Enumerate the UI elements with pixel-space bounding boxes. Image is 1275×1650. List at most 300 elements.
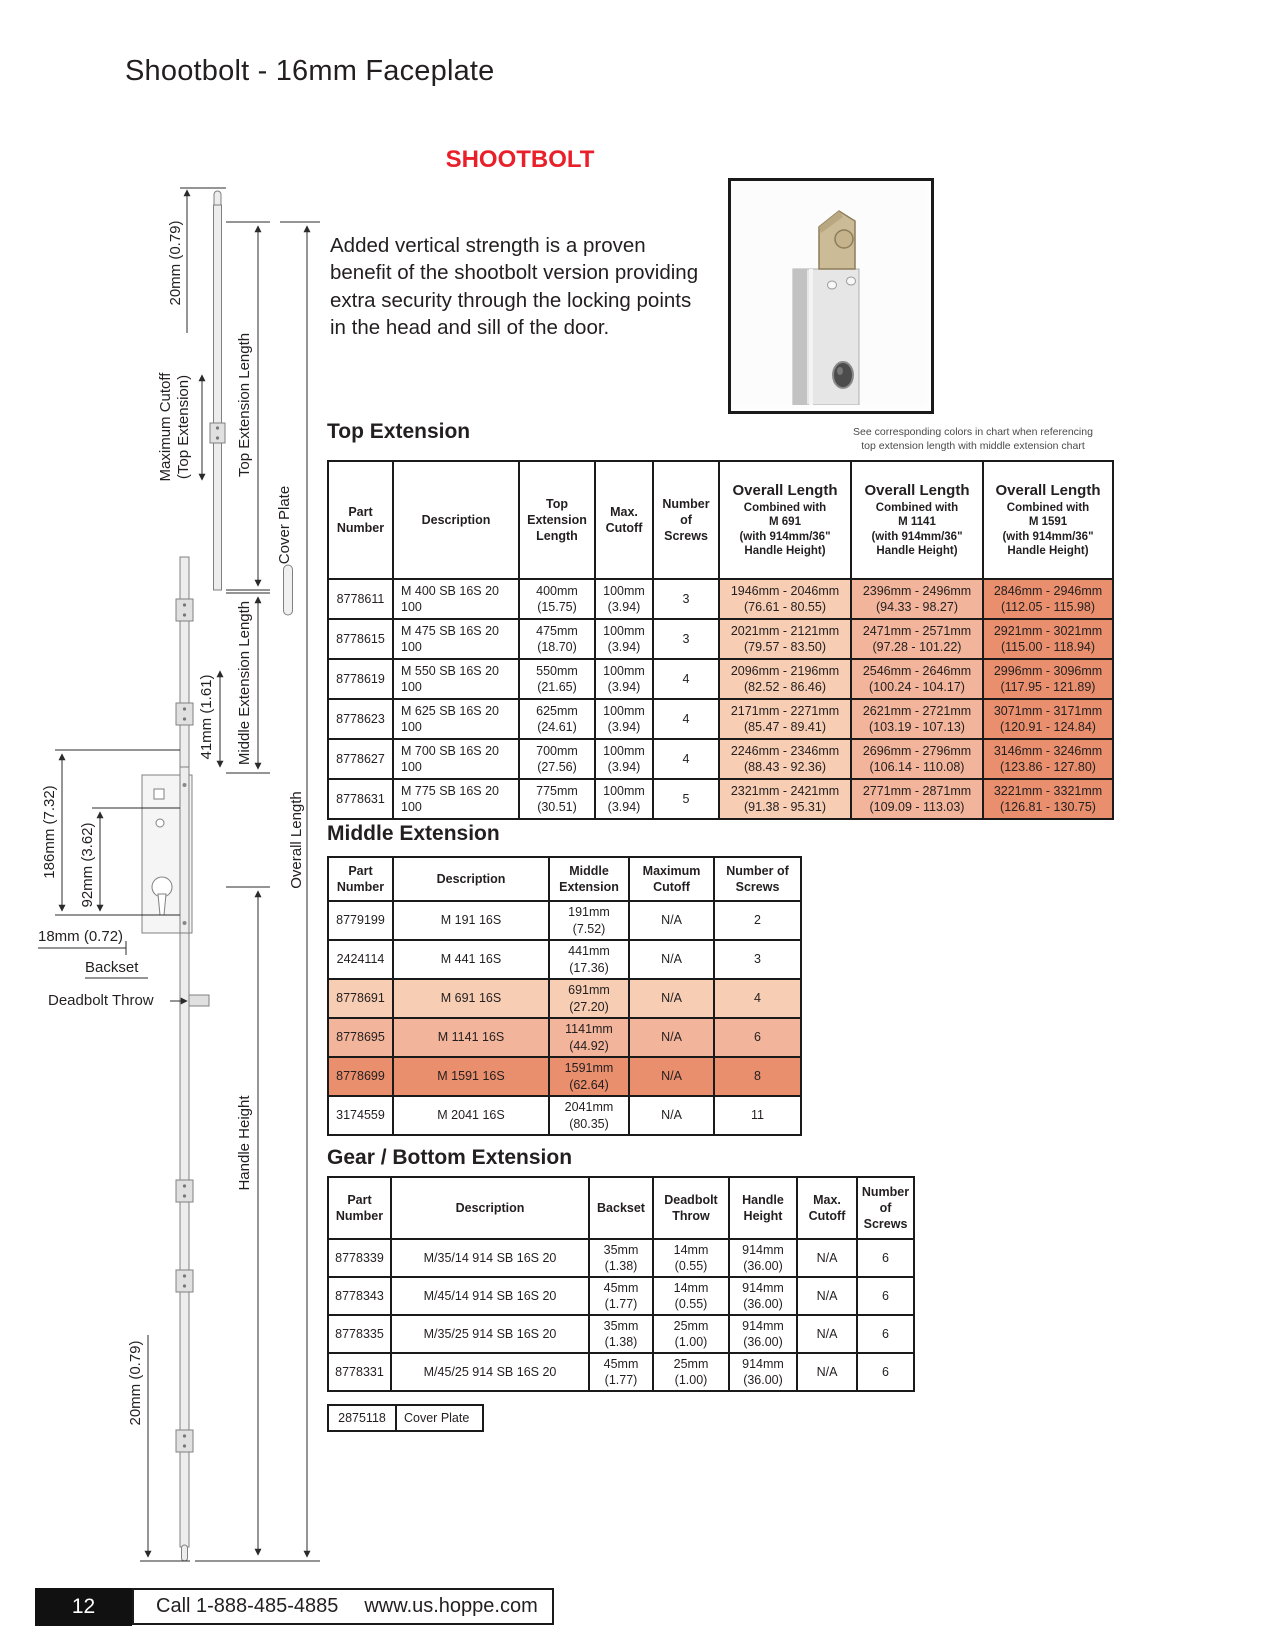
cell-line: 25mm (673, 1356, 709, 1371)
table-cell (519, 619, 595, 659)
table-cell (595, 779, 653, 819)
cell-line: 8778623 (336, 711, 385, 726)
cell-line: Deadbolt (664, 1192, 718, 1207)
cell-line: Handle Height) (876, 544, 958, 557)
cell-line: 45mm (603, 1280, 639, 1295)
header-cell (653, 461, 719, 579)
cell-line: M 400 SB 16S 20 100 (401, 583, 499, 614)
cell-line: N/A (661, 991, 682, 1006)
cell-line: 100mm (603, 663, 645, 678)
table-cell (729, 1353, 797, 1391)
table-row (328, 699, 1113, 739)
cell-line: 100mm (603, 623, 645, 638)
cell-line: Part (348, 504, 373, 519)
cell-line: 5 (682, 791, 690, 806)
cell-line: M 691 16S (440, 991, 502, 1006)
cell-line: 8778331 (335, 1364, 384, 1379)
table-cell (719, 739, 851, 779)
table-cell (797, 1353, 857, 1391)
header-cell-title: Overall Length (995, 481, 1101, 499)
cell-line: 914mm (742, 1356, 784, 1371)
cell-line: 1141mm (565, 1022, 613, 1037)
cell-line: 25mm (673, 1318, 709, 1333)
table-cell (391, 1315, 589, 1353)
cell-line: 8778631 (336, 791, 385, 806)
cell-line: (120.91 - 124.84) (1000, 720, 1096, 734)
cell-line: 3221mm - 3321mm (993, 783, 1103, 798)
cell-line: 2321mm - 2421mm (730, 783, 840, 798)
cover-plate-table (327, 1404, 484, 1432)
cell-line: 2696mm - 2796mm (862, 743, 972, 758)
table-row (328, 1057, 801, 1096)
cell-line: (123.86 - 127.80) (1000, 760, 1096, 774)
cell-line: M 191 16S (440, 913, 502, 928)
cell-line: 2 (754, 913, 761, 928)
header-cell (714, 857, 801, 901)
header-cell (391, 1177, 589, 1239)
cell-line: 100mm (603, 743, 645, 758)
cell-line: (62.64) (569, 1077, 609, 1092)
dim-label-max-cutoff-1: Maximum Cutoff (157, 372, 174, 482)
cell-line: 11 (751, 1108, 764, 1123)
cell-line: Throw (672, 1209, 710, 1223)
cell-line: 8778339 (335, 1250, 384, 1265)
cell-line: 2246mm - 2346mm (730, 743, 840, 758)
cell-line: 8778691 (336, 991, 385, 1006)
cell-line: M 550 SB 16S 20 100 (401, 663, 499, 694)
table-cell (653, 659, 719, 699)
cell-line: (94.33 - 98.27) (876, 600, 958, 614)
cell-line: 2846mm - 2946mm (993, 583, 1103, 598)
table-cell (629, 1057, 714, 1096)
cell-line: (36.00) (743, 1373, 783, 1387)
cell-line: (3.94) (607, 600, 641, 614)
cell-line: N/A (661, 952, 682, 967)
table-cell (519, 579, 595, 619)
photo-caption (808, 426, 1138, 453)
table-cell (393, 1096, 549, 1135)
cell-line: M/35/25 914 SB 16S 20 (423, 1326, 557, 1341)
cell-line: 914mm (742, 1242, 784, 1257)
technical-diagram (30, 175, 340, 1575)
table-cell (589, 1277, 653, 1315)
cell-line: Number (662, 496, 710, 511)
cell-line: (21.65) (537, 680, 577, 694)
cell-line: Extension (527, 512, 587, 527)
cell-line: 14mm (673, 1242, 709, 1257)
photo-caption-line: See corresponding colors in chart when referencing (853, 426, 1093, 438)
cell-line: (80.35) (569, 1116, 609, 1131)
cell-line: 4 (682, 711, 690, 726)
header-cell (629, 857, 714, 901)
table-cell (549, 979, 629, 1018)
table-cell (393, 940, 549, 979)
cell-line: Cutoff (653, 880, 690, 894)
intro-paragraph: Added vertical strength is a proven benefit of the shootbolt version providing extra security through the locking points in the head and sill of the door. (330, 234, 699, 339)
cell-line: M 475 SB 16S 20 100 (401, 623, 499, 654)
cell-line: (1.77) (604, 1297, 638, 1311)
page-number: 12 (71, 1595, 96, 1618)
dim-label-18mm: 18mm (0.72) (38, 928, 124, 945)
header-cell (797, 1177, 857, 1239)
cell-line: 100mm (603, 703, 645, 718)
table-cell (983, 739, 1113, 779)
dim-label-186mm: 186mm (7.32) (41, 785, 58, 879)
header-cell (729, 1177, 797, 1239)
dim-label-deadbolt-throw: Deadbolt Throw (48, 992, 154, 1009)
cell-line: 4 (682, 671, 690, 686)
table-row (328, 1353, 914, 1391)
table-cell (857, 1315, 914, 1353)
table-cell (629, 901, 714, 940)
cell-line: (17.36) (569, 960, 609, 975)
cell-line: Combined with (1006, 501, 1090, 514)
photo-caption-line: top extension length with middle extension chart (861, 439, 1085, 452)
header-cell (393, 857, 549, 901)
cell-line: Top (546, 496, 568, 511)
cell-line: (79.57 - 83.50) (744, 640, 826, 654)
table-cell (589, 1353, 653, 1391)
cell-line: (with 914mm/36" (1002, 530, 1094, 543)
cell-line: (103.19 - 107.13) (869, 720, 965, 734)
table-cell (519, 779, 595, 819)
dim-label-max-cutoff-2: (Top Extension) (175, 374, 192, 480)
cell-line: N/A (816, 1250, 838, 1265)
table-cell (719, 779, 851, 819)
cell-line: 8778343 (335, 1288, 384, 1303)
table-cell (393, 1057, 549, 1096)
bottom-extension-rod (176, 933, 193, 1561)
table-cell (653, 1239, 729, 1277)
table-cell (328, 779, 393, 819)
table-row (328, 779, 1113, 819)
cell-line: (109.09 - 113.03) (869, 800, 965, 814)
table-cell (393, 901, 549, 940)
table-cell (589, 1315, 653, 1353)
cell-line: (36.00) (743, 1335, 783, 1349)
table-cell (629, 979, 714, 1018)
dim-label-92mm: 92mm (3.62) (79, 822, 96, 908)
cell-line: 3 (754, 952, 761, 967)
table-cell (714, 979, 801, 1018)
cell-line: (30.51) (537, 800, 577, 814)
footer-website[interactable]: www.us.hoppe.com (364, 1595, 538, 1617)
cell-line: 625mm (536, 703, 578, 718)
table-cell (797, 1277, 857, 1315)
cell-line: N/A (661, 1108, 682, 1123)
cell-line: 775mm (536, 783, 578, 798)
header-cell (653, 1177, 729, 1239)
cell-line: 100mm (603, 583, 645, 598)
cell-line: 691mm (568, 983, 610, 998)
table-cell (549, 1096, 629, 1135)
table-row (328, 1405, 483, 1431)
cell-line: Screws (735, 880, 780, 894)
table-row (328, 1239, 914, 1277)
cell-line: Screws (863, 1217, 908, 1232)
cell-line: 3 (682, 591, 690, 606)
cell-line: (0.55) (674, 1297, 708, 1311)
cell-line: (1.77) (604, 1373, 638, 1387)
table-cell (391, 1277, 589, 1315)
cell-line: (3.94) (607, 760, 641, 774)
cell-line: 1591mm (564, 1061, 614, 1076)
table-cell (328, 979, 393, 1018)
dim-label-top-20mm: 20mm (0.79) (167, 220, 184, 306)
table-cell (328, 1018, 393, 1057)
cell-line: Cutoff (808, 1209, 846, 1223)
cell-line: Max. (610, 504, 638, 519)
cell-line: Extension (559, 880, 619, 894)
cell-line: 2921mm - 3021mm (993, 623, 1103, 638)
dim-label-cover-plate: Cover Plate (276, 485, 293, 565)
cell-line: M 775 SB 16S 20 100 (401, 783, 499, 814)
table-cell (328, 940, 393, 979)
dim-label-handle-height: Handle Height (236, 1095, 253, 1191)
table-cell (983, 579, 1113, 619)
table-cell (391, 1353, 589, 1391)
cell-line: 700mm (536, 743, 578, 758)
table-cell (851, 699, 983, 739)
cell-line: 6 (882, 1326, 889, 1341)
table-cell (851, 619, 983, 659)
cell-line: (with 914mm/36" (871, 530, 963, 543)
cell-line: Max. (813, 1192, 841, 1207)
table-cell (328, 1057, 393, 1096)
cell-line: 14mm (673, 1280, 709, 1295)
cell-line: (36.00) (743, 1259, 783, 1273)
table-row (328, 1277, 914, 1315)
cell-line: M 700 SB 16S 20 100 (401, 743, 499, 774)
table-cell (729, 1277, 797, 1315)
table-cell (714, 1096, 801, 1135)
cell-line: Number (335, 1209, 384, 1223)
cell-line: M 1141 16S (437, 1030, 505, 1045)
cell-line: Handle Height) (744, 544, 826, 557)
cell-line: 2546mm - 2646mm (862, 663, 972, 678)
table-cell (391, 1239, 589, 1277)
cell-line: (27.56) (537, 760, 577, 774)
table-cell (653, 779, 719, 819)
cell-line: 8778335 (335, 1326, 384, 1341)
cell-line: M 2041 16S (437, 1108, 505, 1123)
footer-page-number (35, 1588, 132, 1626)
cell-line: M 1141 (898, 516, 936, 529)
cell-line: 3071mm - 3171mm (993, 703, 1103, 718)
cell-line: (106.14 - 110.08) (869, 760, 965, 774)
middle-extension-heading: Middle Extension (327, 822, 500, 845)
footer-contact-bar (132, 1588, 554, 1625)
header-cell (328, 857, 393, 901)
table-cell (595, 659, 653, 699)
cell-line: 8778699 (336, 1069, 385, 1084)
header-cell-title: Overall Length (864, 481, 970, 499)
cell-line: 8778619 (336, 671, 385, 686)
shootbolt-photo (731, 181, 925, 405)
table-cell (857, 1353, 914, 1391)
cell-line: (1.00) (674, 1335, 708, 1349)
header-row (328, 461, 1113, 579)
table-cell (629, 1096, 714, 1135)
cell-line: N/A (661, 913, 682, 928)
header-row (328, 857, 801, 901)
cell-line: 3 (682, 631, 690, 646)
table-cell (595, 579, 653, 619)
middle-extension-table (327, 856, 802, 1136)
cell-line: Height (743, 1209, 783, 1223)
table-cell (328, 1239, 391, 1277)
cell-line: 550mm (536, 663, 578, 678)
cell-line: Number (336, 880, 385, 894)
gear-bottom-table (327, 1176, 915, 1392)
table-cell (714, 901, 801, 940)
table-cell (983, 699, 1113, 739)
table-cell (549, 1057, 629, 1096)
cell-line: (15.75) (537, 600, 577, 614)
table-cell (393, 619, 519, 659)
cell-line: 2021mm - 2121mm (730, 623, 840, 638)
cell-line: 6 (882, 1364, 889, 1379)
cell-line: (1.38) (604, 1335, 638, 1349)
cell-line: 8778695 (336, 1030, 385, 1045)
cell-line: (115.00 - 118.94) (1000, 640, 1096, 654)
cell-line: 35mm (603, 1242, 639, 1257)
cell-line: (44.92) (569, 1038, 609, 1053)
table-cell (719, 619, 851, 659)
table-cell (328, 739, 393, 779)
cell-line: Number of (726, 863, 789, 878)
product-photo-frame (728, 178, 934, 414)
header-cell (519, 461, 595, 579)
cell-line: 2471mm - 2571mm (862, 623, 972, 638)
page-title: Shootbolt - 16mm Faceplate (125, 55, 495, 87)
cell-line: 8 (754, 1069, 761, 1084)
footer-phone: Call 1-888-485-4885 (156, 1595, 339, 1617)
table-cell (851, 739, 983, 779)
header-cell-title: Overall Length (732, 481, 838, 499)
table-cell (549, 901, 629, 940)
top-extension-rod (210, 191, 225, 590)
cell-line: Handle Height) (1007, 544, 1089, 557)
cell-line: 2096mm - 2196mm (730, 663, 840, 678)
cell-line: M 441 16S (440, 952, 502, 967)
cell-line: (117.95 - 121.89) (1000, 680, 1096, 694)
table-cell (653, 579, 719, 619)
dim-label-backset: Backset (85, 959, 139, 976)
table-cell (396, 1405, 483, 1431)
cell-line: 100mm (603, 783, 645, 798)
table-row (328, 901, 801, 940)
table-cell (797, 1239, 857, 1277)
header-cell (851, 461, 983, 579)
table-cell (729, 1239, 797, 1277)
cell-line: (100.24 - 104.17) (869, 680, 965, 694)
cell-line: M 1591 16S (437, 1069, 505, 1084)
dim-label-41mm: 41mm (1.61) (198, 674, 215, 760)
cell-line: N/A (816, 1326, 838, 1341)
cell-line: M 691 (769, 516, 801, 529)
table-cell (714, 940, 801, 979)
cell-line: M 1591 (1028, 516, 1068, 529)
table-cell (983, 659, 1113, 699)
cell-line: N/A (816, 1364, 838, 1379)
table-row (328, 579, 1113, 619)
cell-line: Combined with (743, 501, 827, 514)
cell-line: (24.61) (537, 720, 577, 734)
cell-line: 2771mm - 2871mm (862, 783, 972, 798)
table-cell (393, 739, 519, 779)
table-cell (549, 940, 629, 979)
table-cell (653, 1315, 729, 1353)
table-row (328, 940, 801, 979)
cell-line: 400mm (536, 583, 578, 598)
cell-line: of (680, 512, 692, 527)
cell-line: 914mm (742, 1318, 784, 1333)
table-cell (328, 659, 393, 699)
cell-line: (112.05 - 115.98) (1000, 600, 1096, 614)
cell-line: 1946mm - 2046mm (730, 583, 840, 598)
gear-bottom-heading: Gear / Bottom Extension (327, 1146, 573, 1169)
cell-line: (82.52 - 86.46) (744, 680, 826, 694)
dim-label-top-extension-length: Top Extension Length (236, 332, 253, 478)
table-cell (983, 779, 1113, 819)
header-cell (549, 857, 629, 901)
cell-line: (76.61 - 80.55) (744, 600, 826, 614)
header-cell (393, 461, 519, 579)
cell-line: Number (861, 1184, 910, 1199)
header-cell (983, 461, 1113, 579)
cell-line: (1.38) (604, 1259, 638, 1273)
header-cell (589, 1177, 653, 1239)
table-cell (714, 1057, 801, 1096)
table-cell (328, 1277, 391, 1315)
cell-line: 2396mm - 2496mm (862, 583, 972, 598)
cell-line: 475mm (536, 623, 578, 638)
header-cell (857, 1177, 914, 1239)
cell-line: 191mm (568, 905, 610, 920)
table-row (328, 1315, 914, 1353)
cell-line: M/45/14 914 SB 16S 20 (423, 1288, 557, 1303)
header-cell (328, 461, 393, 579)
table-row (328, 1018, 801, 1057)
cell-line: 3174559 (336, 1108, 385, 1123)
cell-line: Number (336, 521, 385, 535)
table-cell (393, 979, 549, 1018)
header-cell (595, 461, 653, 579)
cell-line: 3146mm - 3246mm (993, 743, 1103, 758)
table-cell (719, 659, 851, 699)
cell-line: 8779199 (336, 913, 385, 928)
cell-line: N/A (661, 1069, 682, 1084)
table-cell (328, 619, 393, 659)
table-row (328, 619, 1113, 659)
table-cell (851, 779, 983, 819)
table-cell (595, 699, 653, 739)
cell-line: M 625 SB 16S 20 100 (401, 703, 499, 734)
table-cell (393, 699, 519, 739)
table-cell (983, 619, 1113, 659)
cell-line: Part (347, 1192, 372, 1207)
cell-line: (88.43 - 92.36) (744, 760, 826, 774)
table-cell (857, 1239, 914, 1277)
table-cell (653, 699, 719, 739)
cell-line: Description (436, 871, 506, 886)
table-cell (714, 1018, 801, 1057)
table-cell (393, 1018, 549, 1057)
cell-line: (27.20) (569, 999, 609, 1014)
cell-line: Backset (597, 1200, 645, 1215)
cell-line: (126.81 - 130.75) (1000, 800, 1096, 814)
